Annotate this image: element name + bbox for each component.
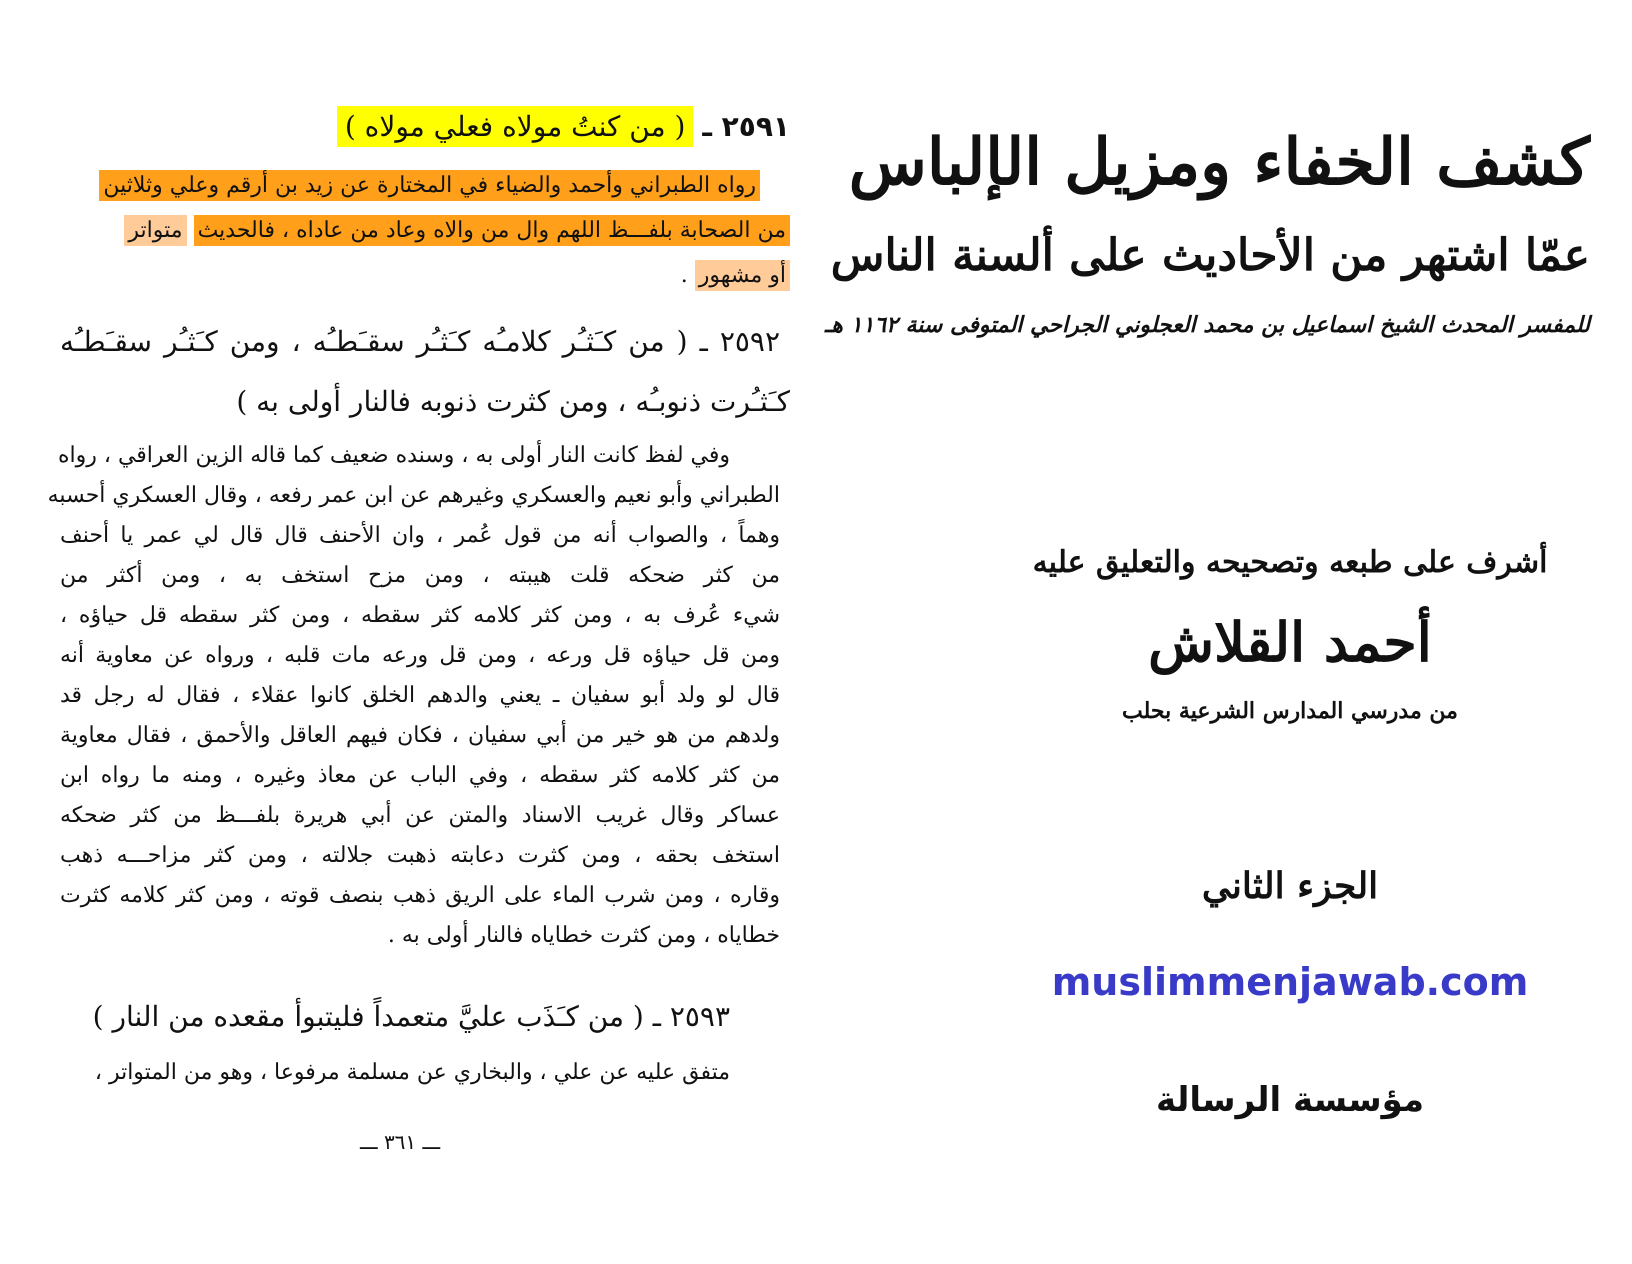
book-title: كشف الخفاء ومزيل الإلباس — [848, 125, 1590, 200]
book-subtitle: عمّا اشتهر من الأحاديث على ألسنة الناس — [830, 230, 1590, 281]
hadith-2591-line-2 — [124, 220, 790, 242]
body-line: من كثر ضحكه قلت هيبته ، ومن مزح استخف به ، ومن أكثر من — [60, 563, 780, 588]
body-line: من كثر كلامه كثر سقطه ، وفي الباب عن معاذ وغيره ، ومنه ما رواه ابن — [60, 763, 780, 788]
supervision-line: أشرف على طبعه وتصحيحه والتعليق عليه — [1032, 545, 1548, 580]
hadith-2592-title-line-2: كـَثـُرت ذنوبـُه ، ومن كثرت ذنوبه فالنار أولى به ) — [236, 385, 790, 418]
body-line: ومن قل حياؤه قل ورعه ، ومن قل ورعه مات قلبه ، ورواه عن معاوية أنه — [60, 643, 780, 668]
body-line: شيء عُرف به ، ومن كثر كلامه كثر سقطه ، ومن كثر سقطه قل حياؤه ، — [60, 603, 781, 628]
body-line: خطاياه ، ومن كثرت خطاياه فالنار أولى به . — [387, 923, 780, 948]
highlighted-mashhur: أو مشهور — [695, 260, 790, 291]
hadith-2591-title: ( من كنتُ مولاه فعلي مولاه ) — [337, 106, 694, 147]
body-line: عساكر وقال غريب الاسناد والمتن عن أبي هريرة بلفـــظ من كثر ضحكه — [60, 803, 780, 828]
highlighted-text-1: رواه الطبراني وأحمد والضياء في المختارة عن زيد بن أرقم وعلي وثلاثين — [99, 170, 760, 201]
highlighted-text-2: من الصحابة بلفـــظ اللهم وال من والاه وعاد من عاداه ، فالحديث — [194, 215, 790, 246]
period: . — [680, 263, 688, 288]
hadith-2591-heading — [337, 110, 790, 143]
body-line: وقاره ، ومن شرب الماء على الريق ذهب بنصف قوته ، ومن كثر كلامه كثرت — [60, 883, 780, 908]
body-line: الطبراني وأبو نعيم والعسكري وغيرهم عن ابن عمر رفعه ، وقال العسكري أحسبه — [47, 483, 780, 508]
hadith-2592-title-line-1: ٢٥٩٢ ـ ( من كـَثـُر كلامـُه كـَثـُر سقـَطـُه ، ومن كـَثـُر سقـَطـُه — [60, 325, 780, 358]
body-line: قال لو ولد أبو سفيان ـ يعني والدهم الخلق كانوا عقلاء ، فقال له رجل قد — [60, 683, 780, 708]
highlighted-mutawatir: متواتر — [124, 215, 186, 246]
body-line: استخف بحقه ، ومن كثرت دعابته ذهبت جلالته ، ومن كثر مزاحـــه ذهب — [60, 843, 780, 868]
author-line: للمفسر المحدث الشيخ اسماعيل بن محمد العجلوني الجراحي المتوفى سنة ١١٦٢ هـ — [824, 312, 1590, 338]
hadith-2593-title: ٢٥٩٣ ـ ( من كـَذَب عليَّ متعمداً فليتبوأ مقعده من النار ) — [92, 1000, 730, 1033]
title-page — [824, 80, 1590, 1230]
page-number: ـــ ٣٦١ ـــ — [360, 1130, 441, 1154]
hadith-2591-line-3 — [681, 265, 790, 287]
text-page — [47, 80, 790, 1230]
editor-name: أحمد القلاش — [1148, 610, 1432, 674]
hadith-2591-line-1 — [99, 175, 760, 197]
body-line: وهماً ، والصواب أنه من قول عُمر ، وان الأحنف قال قال لي عمر يا أحنف — [60, 523, 780, 548]
volume-label: الجزء الثاني — [1201, 865, 1379, 907]
hadith-2593-body: متفق عليه عن علي ، والبخاري عن مسلمة مرفوعا ، وهو من المتواتر ، — [94, 1060, 730, 1085]
editor-note: من مدرسي المدارس الشرعية بحلب — [1122, 698, 1458, 724]
website-watermark: muslimmenjawab.com — [1051, 960, 1529, 1004]
hadith-number-2591: ٢٥٩١ ـ — [702, 110, 790, 143]
body-line: وفي لفظ كانت النار أولى به ، وسنده ضعيف كما قاله الزين العراقي ، رواه — [57, 443, 730, 468]
publisher-name: مؤسسة الرسالة — [1155, 1080, 1424, 1120]
body-line: ولدهم من هو خير من أبي سفيان ، فكان فيهم العاقل والأحمق ، فقال معاوية — [60, 723, 780, 748]
